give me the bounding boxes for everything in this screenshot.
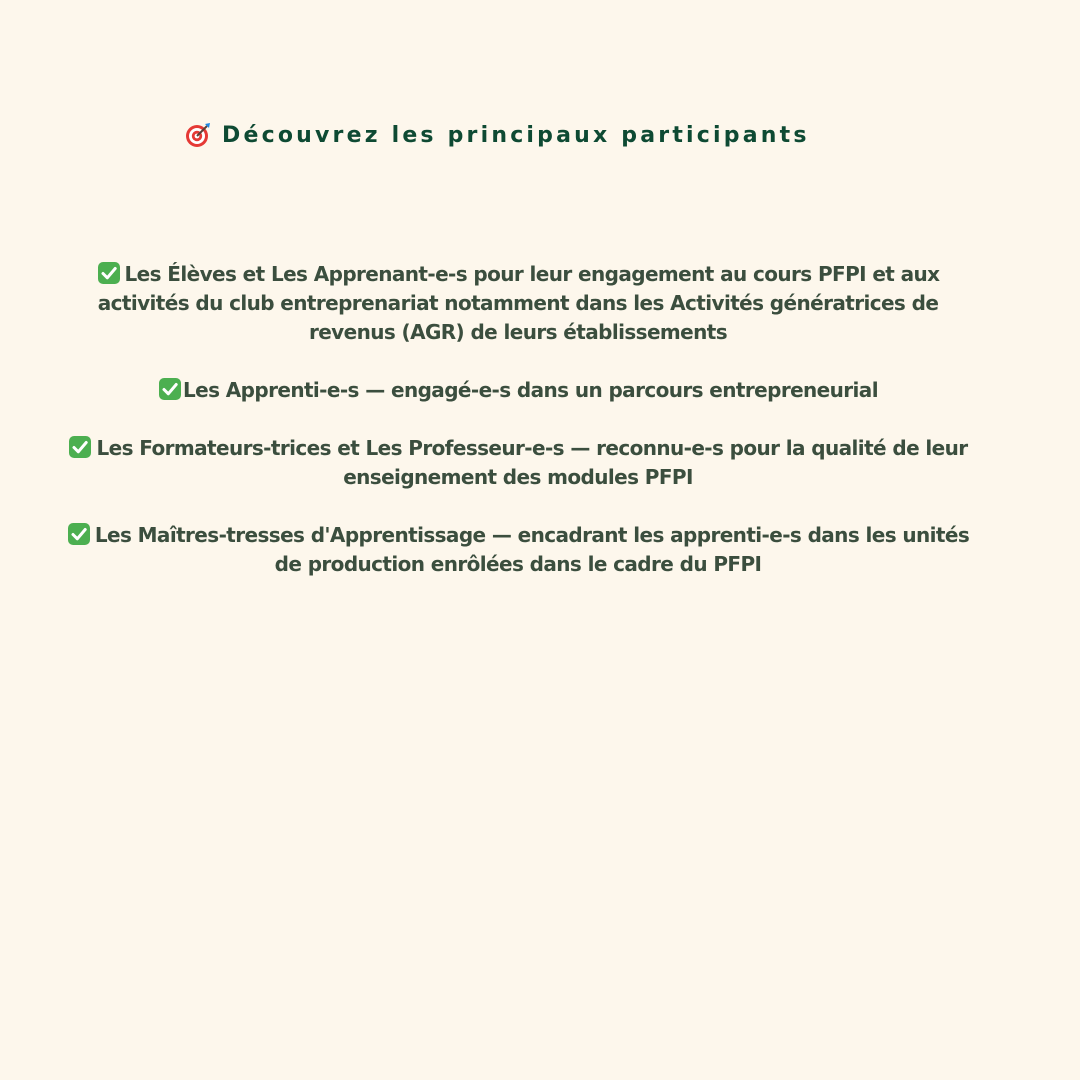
participant-item-eleves [60, 260, 976, 347]
check-icon [97, 261, 121, 285]
participant-text: Les Élèves et Les Apprenant-e-s pour leur engagement au cours PFPI et aux activités du club entreprenariat notamment dans les Activités génératrices de revenus (AGR) de leurs établissements [97, 262, 940, 344]
participant-text: Les Maîtres-tresses d'Apprentissage — encadrant les apprenti-e-s dans les unités de production enrôlées dans le cadre du PFPI [94, 523, 970, 576]
check-icon [158, 377, 182, 401]
participant-item-formateurs [60, 434, 976, 492]
participant-item-maitres [60, 521, 976, 579]
heading-title: Découvrez les principaux participants [222, 122, 810, 148]
target-icon [185, 122, 211, 148]
participant-item-apprentis [60, 376, 976, 405]
check-icon [68, 435, 92, 459]
participant-text: Les Apprenti-e-s — engagé-e-s dans un parcours entrepreneurial [183, 378, 878, 402]
check-icon [67, 522, 91, 546]
section-heading [185, 118, 825, 152]
participants-list [60, 260, 976, 608]
participant-text: Les Formateurs-trices et Les Professeur-e-s — reconnu-e-s pour la qualité de leur enseignement des modules PFPI [96, 436, 968, 489]
